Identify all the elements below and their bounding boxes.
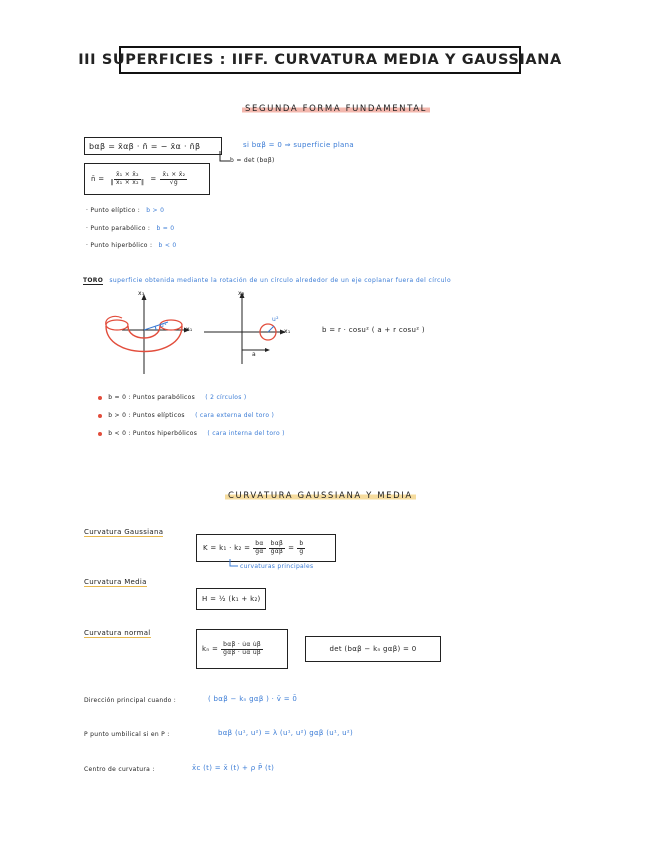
det-formula: det (bαβ − kₙ gαβ) = 0 bbox=[329, 645, 417, 653]
gauss-f2-den: gαβ bbox=[270, 547, 284, 555]
normal-curv-label: Curvatura normal bbox=[84, 629, 151, 637]
det-label: b = det (bαβ) bbox=[230, 157, 275, 164]
torus-b-formula: b = r · cosu² ( a + r cosu² ) bbox=[322, 326, 425, 334]
gauss-f1-num: bα bbox=[255, 539, 264, 547]
section-heading-segunda-forma: SEGUNDA FORMA FUNDAMENTAL bbox=[242, 104, 430, 114]
gauss-f1-den: gα bbox=[255, 547, 264, 555]
torus-bullet-parabolic-note: ( 2 círculos ) bbox=[205, 394, 247, 401]
centro-label: Centro de curvatura : bbox=[84, 766, 155, 773]
gauss-formula-box bbox=[196, 534, 336, 562]
distance-a-arrow-icon bbox=[265, 348, 270, 352]
media-label: Curvatura Media bbox=[84, 578, 147, 586]
toro-label: TORO bbox=[83, 277, 104, 284]
section-heading-curvatura: CURVATURA GAUSSIANA Y MEDIA bbox=[225, 491, 416, 501]
point-parabolic bbox=[86, 225, 174, 232]
torus-x3-label: x₃ bbox=[138, 290, 145, 297]
distance-a-label: a bbox=[252, 351, 256, 358]
circle-x3-label: x₃ bbox=[238, 290, 245, 297]
dir-formula: ( bαβ − kₙ gαβ ) · v̄ = 0̄ bbox=[208, 695, 298, 703]
torus-angle-arc bbox=[155, 326, 156, 330]
point-hyperbolic-cond: b < 0 bbox=[158, 242, 177, 249]
red-dot-icon bbox=[98, 396, 102, 400]
gauss-f3-num: b bbox=[299, 539, 304, 547]
normal-eq: = bbox=[150, 175, 157, 183]
torus-bullet-parabolic bbox=[98, 394, 247, 401]
gauss-label: Curvatura Gaussiana bbox=[84, 528, 164, 536]
toro-desc: superficie obtenida mediante la rotación de un círculo alrededor de un eje coplanar fuera del círculo bbox=[109, 277, 452, 284]
normal-frac2-num: x̄₁ × x̄₂ bbox=[162, 170, 186, 178]
formula-b-text: bαβ = x̄αβ · n̄ = − x̄α · n̄β bbox=[89, 141, 201, 151]
circle-u2-label: u² bbox=[272, 316, 279, 323]
umb-label: P punto umbilical si en P : bbox=[84, 731, 170, 738]
det-formula-box bbox=[305, 636, 441, 662]
gauss-note: curvaturas principales bbox=[240, 563, 314, 570]
media-formula: H = ½ (k₁ + k₂) bbox=[202, 595, 261, 603]
toro-line bbox=[83, 277, 451, 284]
torus-bullet-elliptic-note: ( cara externa del toro ) bbox=[195, 412, 275, 419]
point-elliptic-cond: b > 0 bbox=[146, 207, 165, 214]
torus-bullet-hyperbolic-note: ( cara interna del toro ) bbox=[207, 430, 285, 437]
normal-frac-1 bbox=[108, 172, 146, 186]
gauss-frac-2 bbox=[269, 541, 286, 555]
note-plane: si bαβ = 0 ⇒ superficie plana bbox=[243, 141, 354, 149]
torus-u1-label: u¹ bbox=[160, 322, 167, 329]
torus-bullet-hyperbolic bbox=[98, 430, 285, 437]
circle-radius bbox=[268, 326, 274, 332]
normal-curv-num: bαβ · u̇α u̇β bbox=[223, 640, 262, 648]
page-title: III SUPERFICIES : IIFF. CURVATURA MEDIA Y GAUSSIANA bbox=[119, 46, 521, 74]
arrow-principal-icon bbox=[228, 558, 240, 570]
normal-frac1-num: x̄₁ × x̄₂ bbox=[115, 170, 139, 178]
normal-frac2-den: √g bbox=[169, 178, 179, 186]
normal-curv-frac bbox=[221, 642, 263, 656]
normal-curv-den: gαβ · u̇α u̇β bbox=[223, 648, 262, 656]
point-parabolic-label: · Punto parabólico : bbox=[86, 225, 151, 232]
point-elliptic-label: · Punto elíptico : bbox=[86, 207, 141, 214]
red-dot-icon bbox=[98, 414, 102, 418]
point-hyperbolic bbox=[86, 242, 177, 249]
gauss-lhs: K = k₁ · k₂ = bbox=[203, 544, 251, 552]
centro-formula: x̄c (t) = x̄ (t) + ρ P̄ (t) bbox=[192, 764, 275, 772]
torus-drawing bbox=[92, 288, 202, 378]
torus-left-section bbox=[106, 320, 128, 330]
normal-lhs: n̄ = bbox=[91, 175, 105, 183]
gauss-f2-num: bαβ bbox=[270, 539, 284, 547]
normal-frac1-den: ‖ x̄₁ × x̄₂ ‖ bbox=[110, 178, 145, 186]
formula-box-b bbox=[84, 137, 222, 155]
gauss-f3-den: g bbox=[299, 547, 304, 555]
umb-formula: bαβ (u¹, u²) = λ (u¹, u²) gαβ (u¹, u²) bbox=[218, 729, 354, 737]
torus-bullet-parabolic-text: b = 0 : Puntos parabólicos bbox=[108, 394, 196, 401]
normal-frac-2 bbox=[160, 172, 187, 186]
point-elliptic bbox=[86, 207, 164, 214]
normal-curv-lhs: kₙ = bbox=[202, 645, 219, 653]
torus-bullet-elliptic-text: b > 0 : Puntos elípticos bbox=[108, 412, 185, 419]
point-parabolic-cond: b = 0 bbox=[156, 225, 175, 232]
gauss-frac-1 bbox=[253, 541, 265, 555]
normal-curv-box bbox=[196, 629, 288, 669]
circle-x1-label: x₁ bbox=[284, 328, 291, 335]
media-formula-box bbox=[196, 588, 266, 610]
dir-label: Dirección principal cuando : bbox=[84, 697, 177, 704]
torus-x1-label: x₁ bbox=[186, 326, 193, 333]
gauss-frac-3 bbox=[297, 541, 305, 555]
formula-box-normal bbox=[84, 163, 210, 195]
gauss-eq: = bbox=[288, 544, 295, 552]
red-dot-icon bbox=[98, 432, 102, 436]
torus-bullet-elliptic bbox=[98, 412, 274, 419]
torus-bullet-hyperbolic-text: b < 0 : Puntos hiperbólicos bbox=[108, 430, 198, 437]
point-hyperbolic-label: · Punto hiperbólico : bbox=[86, 242, 153, 249]
